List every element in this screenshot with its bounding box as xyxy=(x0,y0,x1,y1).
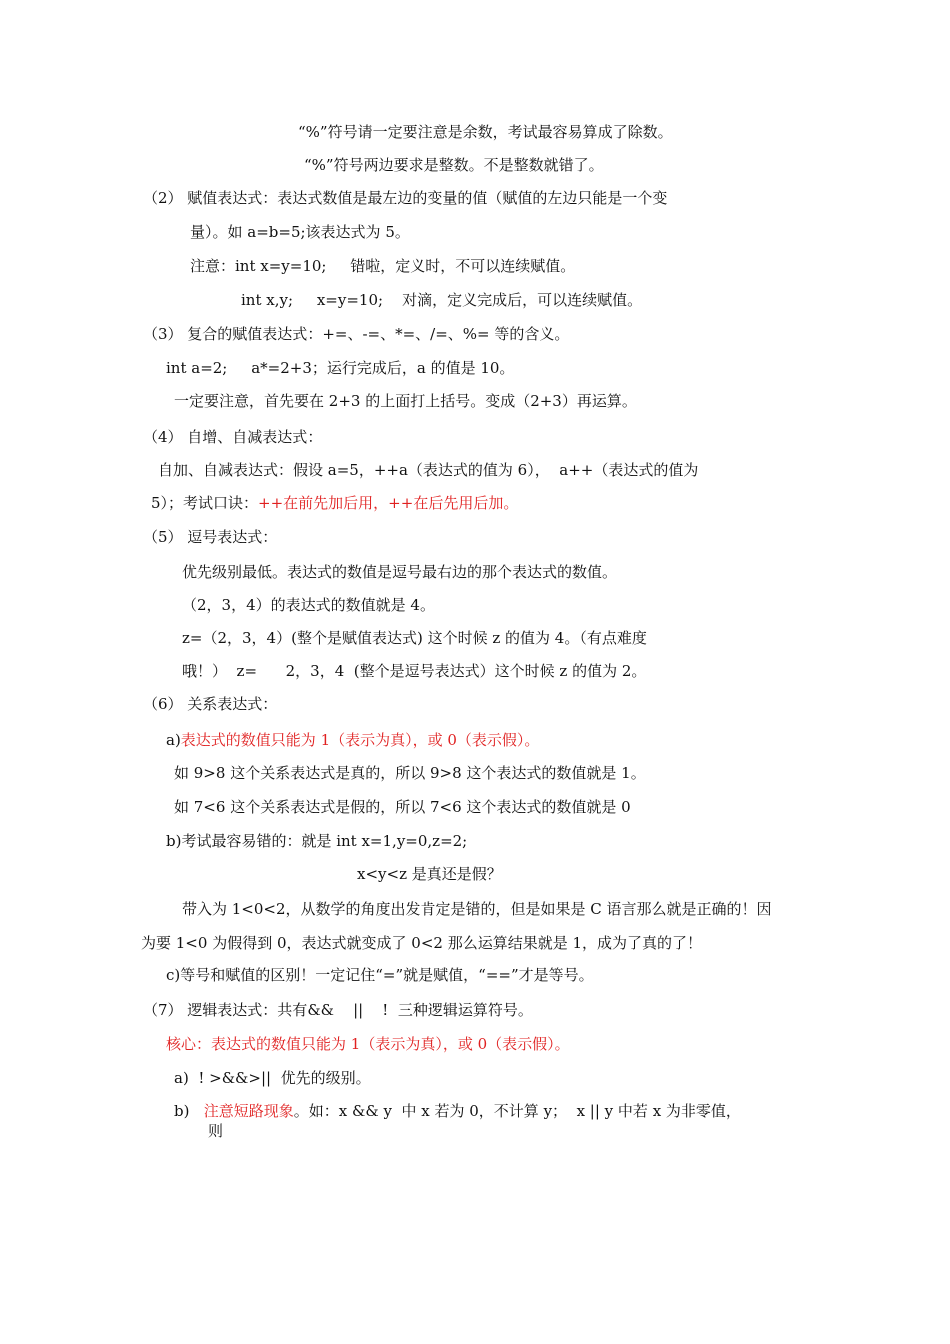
line-assign-note-wrong: 注意：int x=y=10; 错啦，定义时，不可以连续赋值。 xyxy=(190,257,576,275)
line-logic-b-cont: 则 xyxy=(208,1122,224,1140)
line-comma-heading: （5） 逗号表达式： xyxy=(143,528,278,546)
line-logic-b xyxy=(174,1101,741,1121)
line-logic-a: a) ! >&&>|| 优先的级别。 xyxy=(174,1069,371,1087)
line-logic-heading: （7） 逻辑表达式：共有&& || ! 三种逻辑运算符号。 xyxy=(143,1001,533,1019)
line-relation-explain-1: 带入为 1<0<2，从数学的角度出发肯定是错的，但是如果是 C 语言那么就是正确的！因 xyxy=(182,900,772,918)
line-comma-priority: 优先级别最低。表达式的数值是逗号最右边的那个表达式的数值。 xyxy=(182,563,618,581)
rhyme-prefix: 5）；考试口诀： xyxy=(151,494,259,512)
line-comma-assign: z=（2，3，4）(整个是赋值表达式) 这个时候 z 的值为 4。（有点难度 xyxy=(182,629,647,647)
rhyme-emphasis: ++在前先加后用，++在后先用后加。 xyxy=(258,494,519,512)
line-mod-integer: “%”符号两边要求是整数。不是整数就错了。 xyxy=(304,156,604,174)
line-relation-false: 如 7<6 这个关系表达式是假的，所以 7<6 这个表达式的数值就是 0 xyxy=(174,798,631,816)
line-relation-heading: （6） 关系表达式： xyxy=(143,695,278,713)
line-relation-a xyxy=(166,730,539,750)
line-compound-note: 一定要注意，首先要在 2+3 的上面打上括号。变成（2+3）再运算。 xyxy=(174,392,637,410)
logic-b-emphasis: 注意短路现象 xyxy=(203,1102,294,1120)
line-mod-remainder: “%”符号请一定要注意是余数，考试最容易算成了除数。 xyxy=(298,123,673,141)
line-assign-heading: （2） 赋值表达式：表达式数值是最左边的变量的值（赋值的左边只能是一个变 xyxy=(143,189,668,207)
line-relation-c: c)等号和赋值的区别！一定记住“=”就是赋值，“==”才是等号。 xyxy=(166,966,594,984)
line-incdec-heading: （4） 自增、自减表达式： xyxy=(143,428,323,446)
line-relation-b: b)考试最容易错的：就是 int x=1,y=0,z=2; xyxy=(166,832,468,850)
logic-core-emphasis: 核心：表达式的数值只能为 1（表示为真），或 0（表示假）。 xyxy=(166,1035,570,1053)
logic-b-rest: 。如：x && y 中 x 若为 0，不计算 y； x || y 中若 x 为非零值， xyxy=(293,1102,741,1120)
line-compound-heading: （3） 复合的赋值表达式：+=、-=、*=、/=、%= 等的含义。 xyxy=(143,325,570,343)
line-incdec-rhyme xyxy=(151,493,518,513)
line-comma-expr: 哦！） z= 2，3，4 (整个是逗号表达式）这个时候 z 的值为 2。 xyxy=(182,662,647,680)
relation-a-emphasis: 表达式的数值只能为 1（表示为真），或 0（表示假）。 xyxy=(180,731,540,749)
line-logic-core xyxy=(166,1034,570,1054)
relation-a-label: a) xyxy=(166,731,181,749)
line-relation-explain-2: 为要 1<0 为假得到 0，表达式就变成了 0<2 那么运算结果就是 1，成为了真的了！ xyxy=(141,934,703,952)
line-compound-example: int a=2; a*=2+3；运行完成后，a 的值是 10。 xyxy=(166,359,515,377)
logic-b-label: b) xyxy=(174,1102,204,1120)
line-relation-question: x<y<z 是真还是假？ xyxy=(357,865,502,883)
line-incdec-example: 自加、自减表达式：假设 a=5，++a（表达式的值为 6）， a++（表达式的值为 xyxy=(158,461,699,479)
line-relation-true: 如 9>8 这个关系表达式是真的，所以 9>8 这个表达式的数值就是 1。 xyxy=(174,764,646,782)
line-assign-note-right: int x,y; x=y=10; 对滴，定义完成后，可以连续赋值。 xyxy=(241,291,643,309)
line-comma-value: （2，3，4）的表达式的数值就是 4。 xyxy=(182,596,435,614)
line-assign-example: 量）。如 a=b=5;该表达式为 5。 xyxy=(190,223,410,241)
